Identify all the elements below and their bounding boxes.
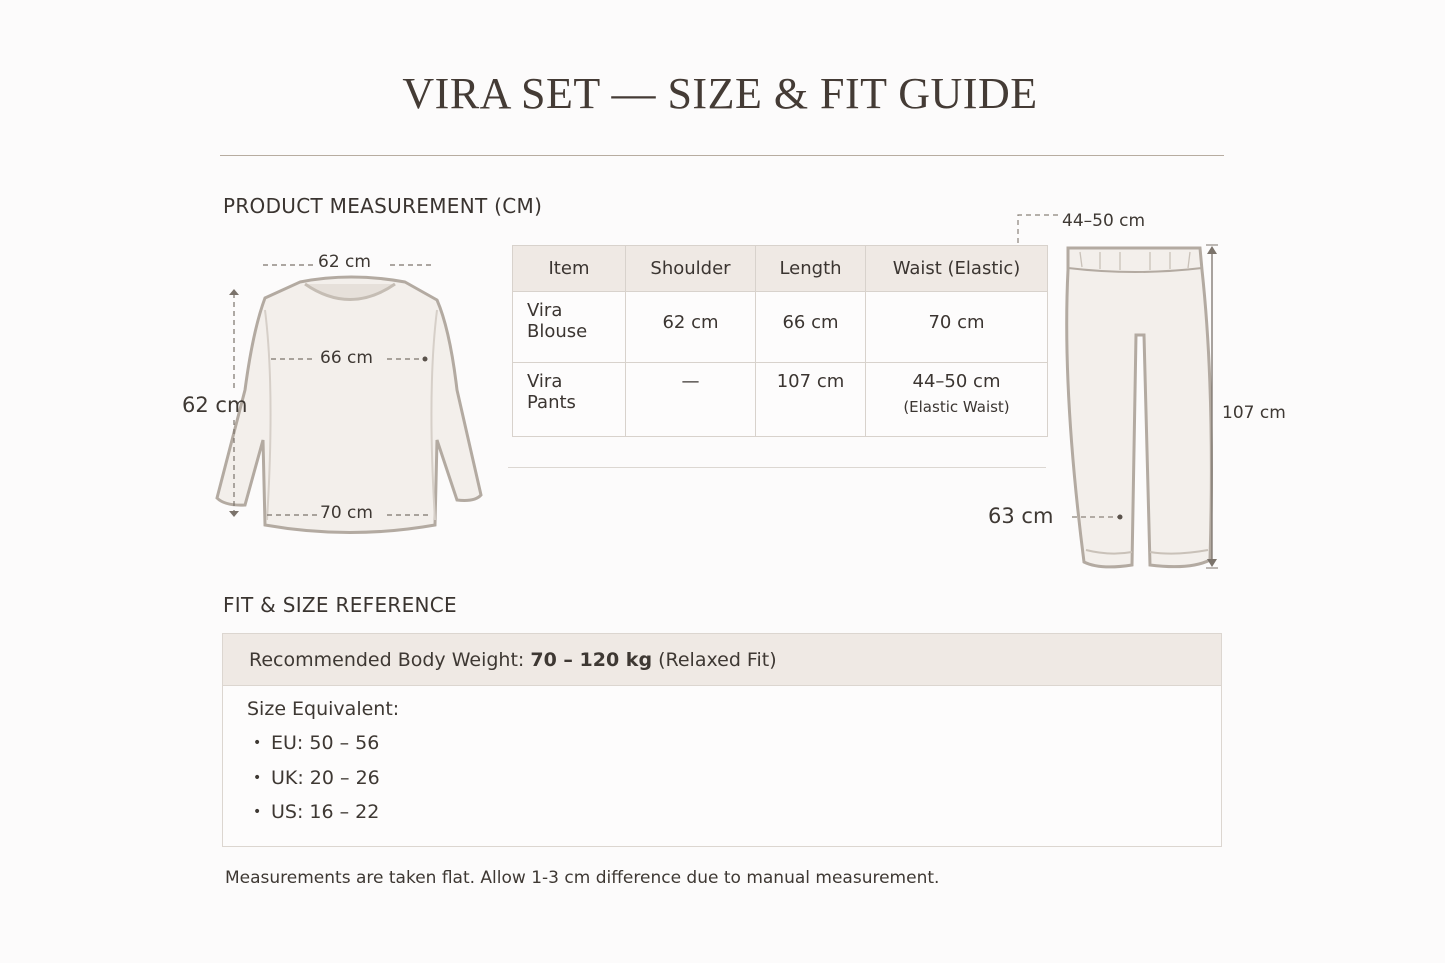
blouse-hem-label: 70 cm (320, 503, 373, 523)
size-equivalent-label: Size Equivalent: (247, 698, 400, 720)
waist-cell: 44–50 cm (Elastic Waist) (866, 363, 1048, 437)
bullet-icon: • (253, 804, 262, 821)
list-item: • UK: 20 – 26 (253, 766, 380, 789)
title-divider (220, 155, 1224, 156)
table-row (513, 292, 1048, 363)
table-row (513, 363, 1048, 437)
length-cell: 107 cm (756, 363, 866, 437)
weight-label: Recommended Body Weight: (249, 648, 525, 671)
product-measurement-heading: PRODUCT MEASUREMENT (CM) (223, 194, 543, 218)
bullet-icon: • (253, 769, 262, 786)
col-header-item: Item (513, 246, 626, 292)
list-item: • US: 16 – 22 (253, 801, 380, 824)
weight-value: 70 – 120 kg (530, 648, 653, 671)
fit-reference-box (222, 633, 1222, 847)
blouse-dimension-lines (225, 255, 445, 530)
col-header-length: Length (756, 246, 866, 292)
item-cell: Vira Blouse (513, 292, 626, 363)
pants-hip-label: 63 cm (988, 504, 1054, 528)
shoulder-cell: — (626, 363, 756, 437)
blouse-chest-label: 66 cm (320, 348, 373, 368)
col-header-waist: Waist (Elastic) (866, 246, 1048, 292)
body-weight-row (223, 634, 1221, 686)
bullet-icon: • (253, 735, 262, 752)
list-item: • EU: 50 – 56 (253, 732, 380, 755)
size-list (247, 726, 1197, 830)
blouse-length-label: 62 cm (182, 393, 248, 417)
page-title: VIRA SET — SIZE & FIT GUIDE (402, 69, 1038, 118)
table-header-row (513, 246, 1048, 292)
fit-reference-heading: FIT & SIZE REFERENCE (223, 593, 457, 617)
weight-note: (Relaxed Fit) (658, 648, 777, 671)
shoulder-cell: 62 cm (626, 292, 756, 363)
blouse-shoulder-label: 62 cm (318, 252, 371, 272)
size-equivalent-section (223, 686, 1221, 842)
waist-cell: 70 cm (866, 292, 1048, 363)
item-cell: Vira Pants (513, 363, 626, 437)
pants-length-label: 107 cm (1222, 403, 1286, 423)
table-divider (508, 467, 1046, 468)
footnote: Measurements are taken flat. Allow 1-3 cm difference due to manual measurement. (225, 868, 940, 888)
measurement-table (512, 245, 1048, 437)
pants-waist-label: 44–50 cm (1062, 211, 1146, 231)
col-header-shoulder: Shoulder (626, 246, 756, 292)
length-cell: 66 cm (756, 292, 866, 363)
